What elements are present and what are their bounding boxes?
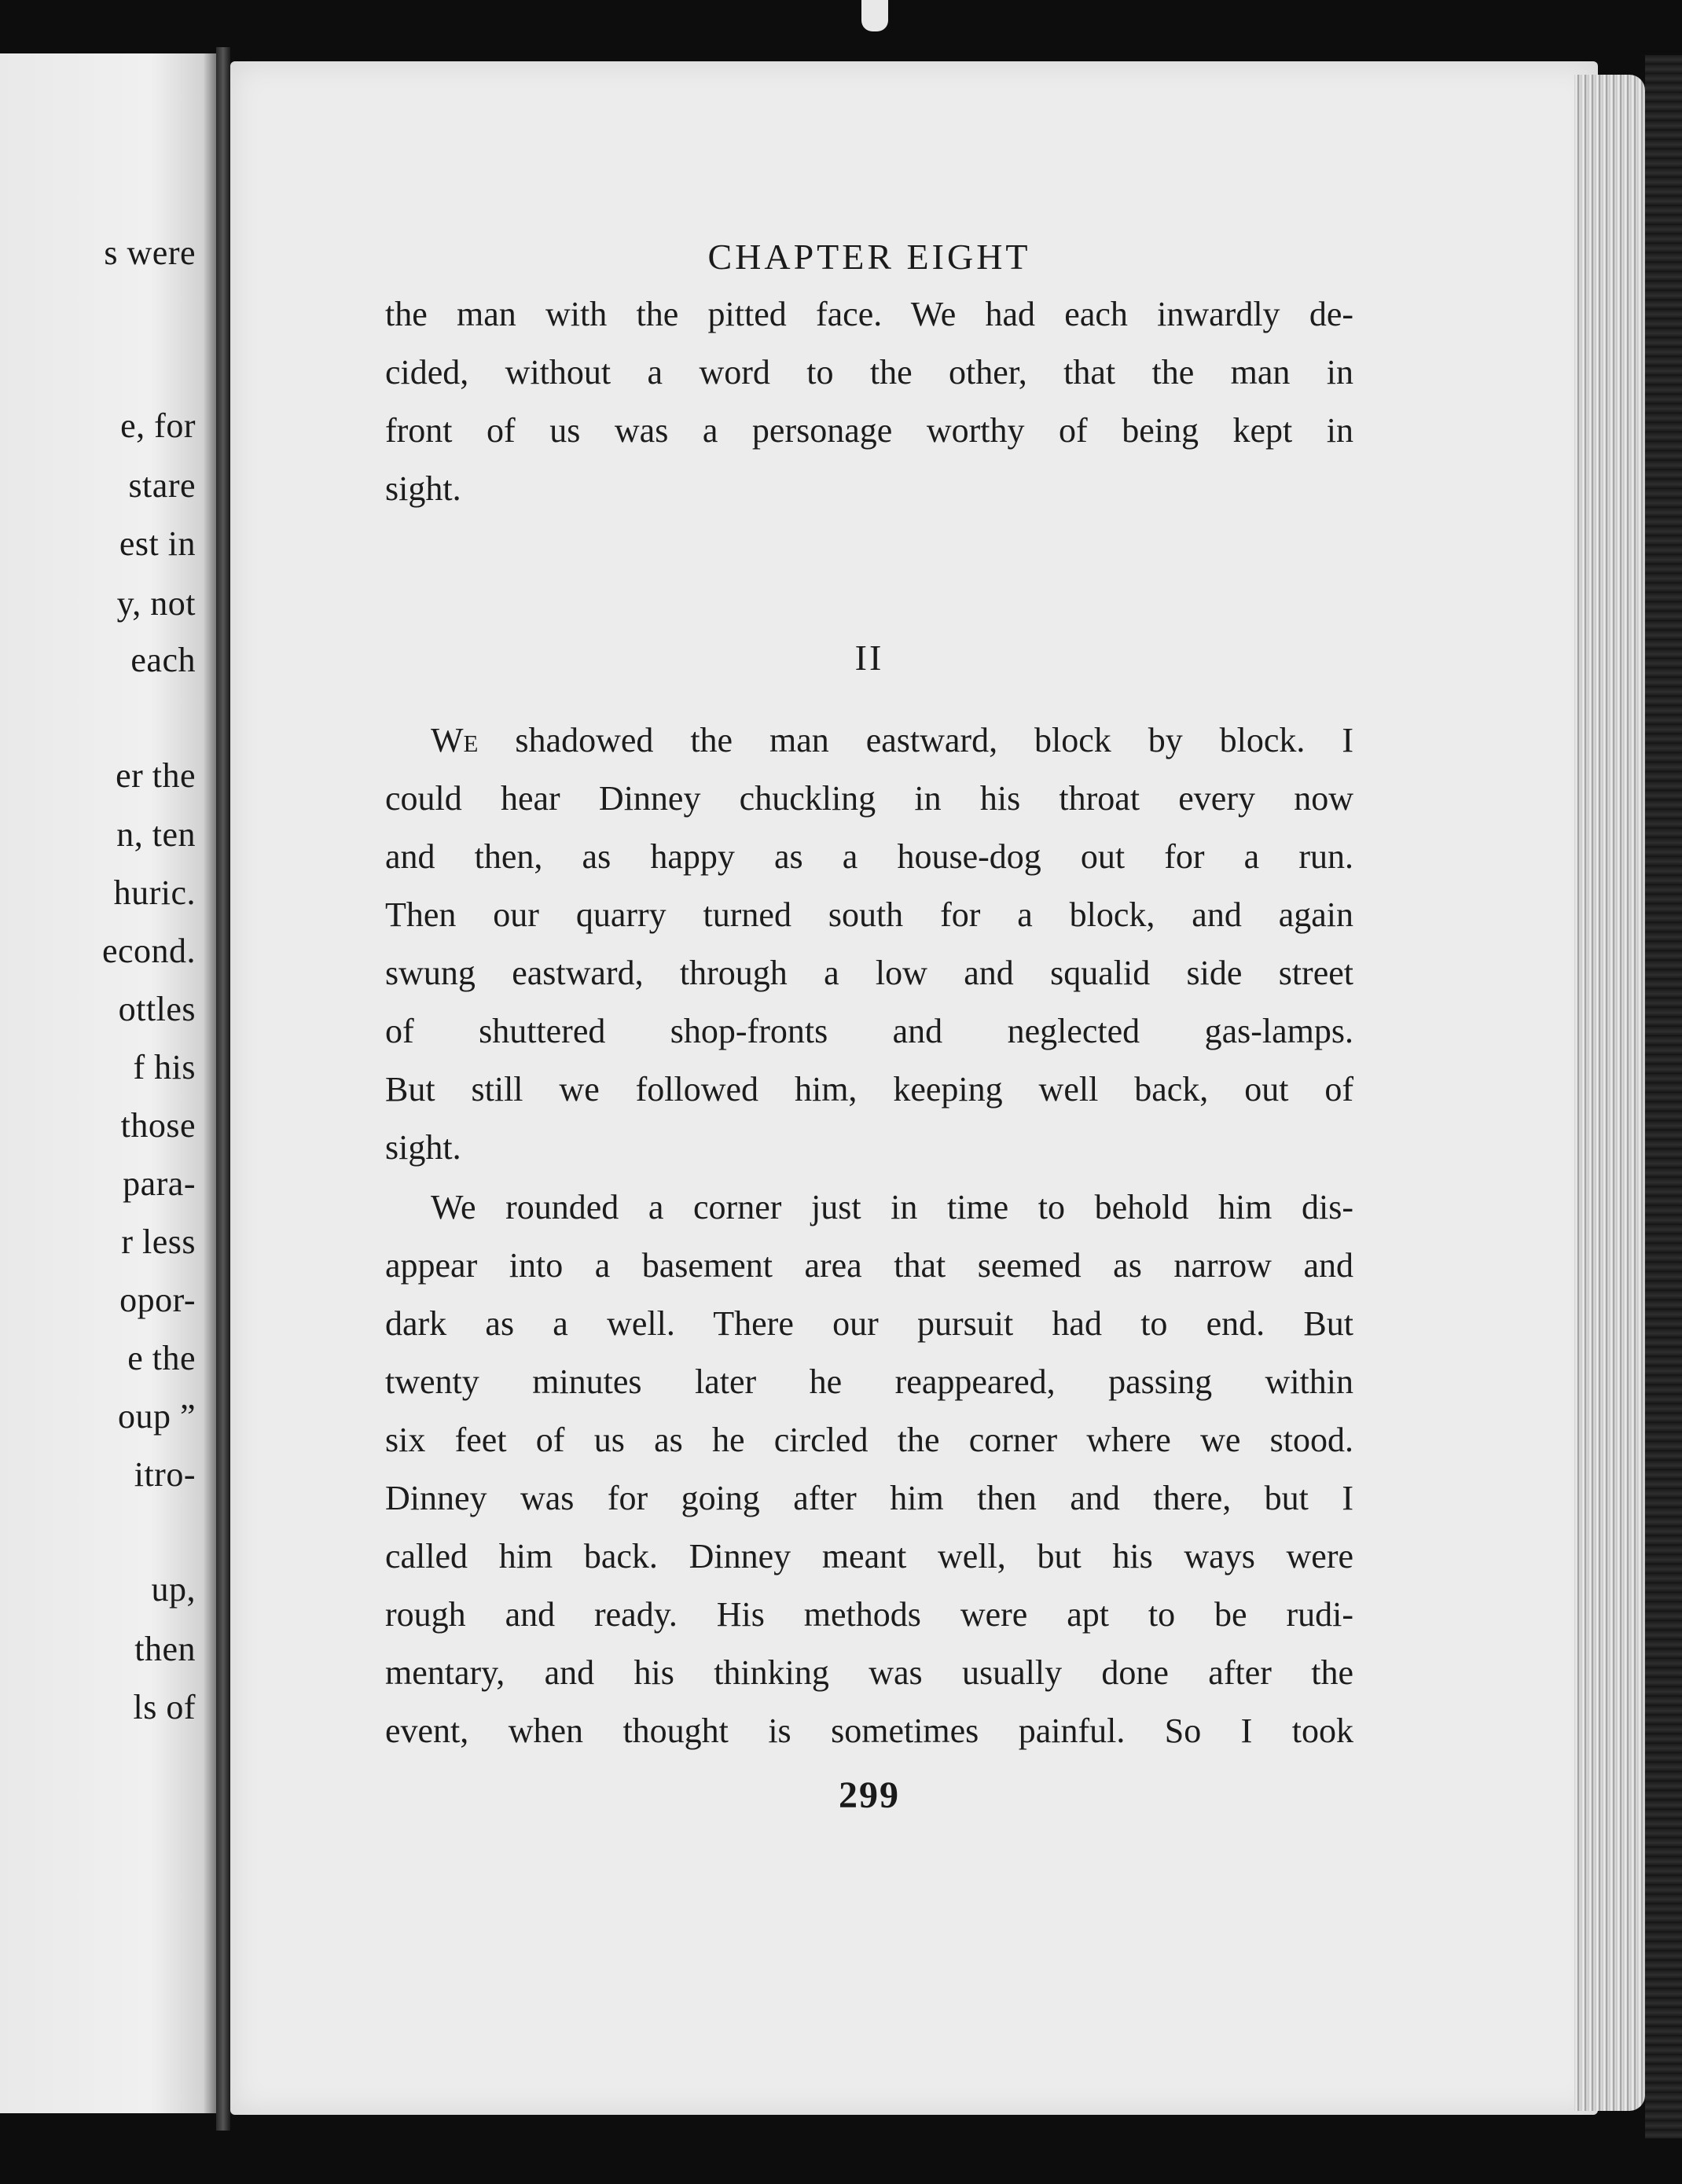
left-page-text-fragment: n, ten <box>116 815 196 854</box>
left-page-text-fragment: ottles <box>118 990 196 1028</box>
page-edges <box>1574 75 1645 2111</box>
left-page-text-fragment: y, not <box>116 584 196 623</box>
left-page-text-fragment: ls of <box>133 1688 196 1726</box>
scanner-clip <box>861 0 888 31</box>
section-number: II <box>854 638 884 678</box>
text-line-rest: shadowed the man eastward, block by block. I <box>515 721 1353 759</box>
left-page-text-fragment: er the <box>116 756 196 795</box>
left-page-text-fragment: up, <box>151 1570 196 1609</box>
text-line: six feet of us as he circled the corner where we stood. <box>385 1421 1353 1459</box>
opening-word: We <box>431 721 479 759</box>
text-line: called him back. Dinney meant well, but his ways were <box>385 1537 1353 1575</box>
text-line: But still we followed him, keeping well back, out of <box>385 1070 1353 1109</box>
text-line: could hear Dinney chuckling in his throat every now <box>385 779 1353 818</box>
left-facing-page <box>0 53 216 2113</box>
text-line: dark as a well. There our pursuit had to end. But <box>385 1304 1353 1343</box>
left-page-text-fragment: est in <box>119 524 196 563</box>
page-number: 299 <box>839 1774 900 1816</box>
text-line: mentary, and his thinking was usually done after the <box>385 1653 1353 1692</box>
book-cover-edge <box>1645 55 1682 2138</box>
text-line: and then, as happy as a house-dog out for a run. <box>385 837 1353 876</box>
running-head: CHAPTER EIGHT <box>707 237 1031 277</box>
text-line: front of us was a personage worthy of being kept in <box>385 411 1353 450</box>
text-line: sight. <box>385 469 461 508</box>
left-page-text-fragment: oup ” <box>117 1397 196 1436</box>
left-page-text-fragment: stare <box>128 466 196 505</box>
left-page-text-fragment: s were <box>104 233 196 272</box>
text-line: appear into a basement area that seemed as narrow and <box>385 1246 1353 1285</box>
text-line: rough and ready. His methods were apt to be rudi- <box>385 1595 1353 1634</box>
left-page-text-fragment: then <box>134 1630 196 1668</box>
left-page-text-fragment: r less <box>121 1223 196 1261</box>
left-page-text-fragment: each <box>130 641 196 679</box>
text-line <box>385 723 1353 758</box>
left-page-text-fragment: those <box>120 1106 196 1145</box>
text-line: the man with the pitted face. We had each inwardly de- <box>385 295 1353 333</box>
text-line: swung eastward, through a low and squalid side street <box>385 954 1353 992</box>
left-page-text-fragment: huric. <box>113 873 196 912</box>
text-line: of shuttered shop-fronts and neglected gas-lamps. <box>385 1012 1353 1050</box>
book-gutter <box>216 47 230 2131</box>
text-line: Then our quarry turned south for a block, and again <box>385 895 1353 934</box>
text-line: event, when thought is sometimes painful. So I took <box>385 1712 1353 1750</box>
left-page-text-fragment: e, for <box>120 406 196 445</box>
left-page-text-fragment: para- <box>123 1164 196 1203</box>
text-line: Dinney was for going after him then and there, but I <box>385 1479 1353 1517</box>
text-line: twenty minutes later he reappeared, passing within <box>385 1362 1353 1401</box>
left-page-text-fragment: opor- <box>119 1281 196 1319</box>
text-line: We rounded a corner just in time to behold him dis- <box>431 1188 1353 1226</box>
text-line: sight. <box>385 1128 461 1167</box>
left-page-text-fragment: econd. <box>101 932 196 970</box>
text-line: cided, without a word to the other, that the man in <box>385 353 1353 392</box>
left-page-text-fragment: e the <box>127 1339 196 1377</box>
left-page-text-fragment: f his <box>133 1048 196 1086</box>
left-page-text-fragment: itro- <box>134 1455 196 1494</box>
